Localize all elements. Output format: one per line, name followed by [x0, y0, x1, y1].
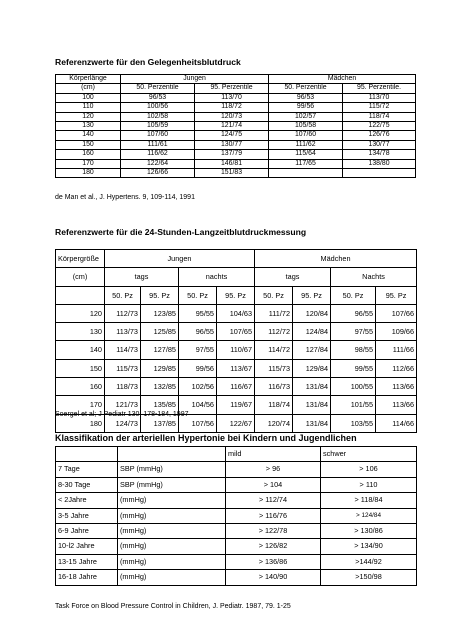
table-cell: 127/85	[141, 341, 179, 359]
table-cell: 112/66	[376, 359, 417, 377]
table-row	[56, 103, 416, 112]
table-cell: 115/72	[343, 103, 416, 112]
table-row	[56, 359, 417, 377]
table-cell: 6-9 Jahre	[56, 524, 118, 539]
table-cell	[269, 169, 343, 178]
table-cell: 111/61	[121, 140, 195, 149]
table-cell: 117/65	[269, 159, 343, 168]
table-cell: 160	[56, 150, 121, 159]
table-cell: (mmHg)	[118, 570, 226, 585]
table-cell: (mmHg)	[118, 493, 226, 508]
table-row	[56, 462, 417, 477]
table-cell: 119/67	[217, 396, 255, 414]
table-row	[56, 122, 416, 131]
header-cell: 50. Perzentile	[269, 84, 343, 93]
table-cell: 107/60	[269, 131, 343, 140]
table-row	[56, 93, 416, 102]
header-cell: 95. Pz	[293, 286, 331, 304]
table-cell: 96/53	[121, 93, 195, 102]
table-cell: > 112/74	[226, 493, 321, 508]
table-cell: 138/80	[343, 159, 416, 168]
table-cell: 104/63	[217, 304, 255, 322]
table-cell: 113/67	[217, 359, 255, 377]
table-cell: (mmHg)	[118, 524, 226, 539]
table-cell: 126/66	[121, 169, 195, 178]
table-cell: 110/67	[217, 341, 255, 359]
table-cell: 13-15 Jahre	[56, 554, 118, 569]
table-cell: 109/66	[376, 323, 417, 341]
table-cell: > 134/90	[321, 539, 417, 554]
table-cell: 116/67	[217, 378, 255, 396]
table-cell: 104/56	[179, 396, 217, 414]
table-cell: 131/84	[293, 414, 331, 432]
header-cell: Jungen	[105, 250, 255, 268]
header-cell: Körpergröße	[56, 250, 105, 268]
table-cell: 151/83	[195, 169, 269, 178]
table-cell: 118/73	[105, 378, 141, 396]
table-cell: >150/98	[321, 570, 417, 585]
table-cell: 118/74	[343, 112, 416, 121]
table-cell: 111/72	[255, 304, 293, 322]
source-citation: Task Force on Blood Pressure Control in Children, J. Pediatr. 1987, 79. 1-25	[55, 603, 291, 610]
table-cell: > 126/82	[226, 539, 321, 554]
table-row	[56, 554, 417, 569]
table-cell: 146/81	[195, 159, 269, 168]
table-row	[56, 169, 416, 178]
table-row	[56, 524, 417, 539]
table-cell: 102/58	[121, 112, 195, 121]
table-cell: SBP (mmHg)	[118, 462, 226, 477]
table-cell: > 130/86	[321, 524, 417, 539]
header-cell: 95. Pz	[376, 286, 417, 304]
header-cell: 50. Perzentile	[121, 84, 195, 93]
table-cell: 129/84	[293, 359, 331, 377]
header-cell: mild	[226, 447, 321, 462]
header-cell: 50. Pz	[255, 286, 293, 304]
table-cell: 140	[56, 341, 105, 359]
table-cell: (mmHg)	[118, 539, 226, 554]
table-cell: 105/59	[121, 122, 195, 131]
table-cell: 150	[56, 140, 121, 149]
header-cell: Nachts	[331, 268, 417, 286]
table-cell: 150	[56, 359, 105, 377]
header-cell: Mädchen	[269, 75, 416, 84]
table-cell: 121/73	[105, 396, 141, 414]
table-header-row	[56, 250, 417, 268]
table-row	[56, 477, 417, 492]
table-cell: 96/53	[269, 93, 343, 102]
table-cell: 120/74	[255, 414, 293, 432]
table-cell: 107/66	[376, 304, 417, 322]
table-header-row	[56, 286, 417, 304]
table-cell: 120/84	[293, 304, 331, 322]
table-cell: 122/64	[121, 159, 195, 168]
table-cell: SBP (mmHg)	[118, 477, 226, 492]
header-cell: tags	[105, 268, 179, 286]
table-cell: 127/84	[293, 341, 331, 359]
table-cell: 113/70	[343, 93, 416, 102]
table-cell: 170	[56, 396, 105, 414]
table-cell: 103/55	[331, 414, 376, 432]
table-cell: 131/84	[293, 396, 331, 414]
header-cell: 50. Pz	[331, 286, 376, 304]
table-row	[56, 539, 417, 554]
table-cell: 105/58	[269, 122, 343, 131]
table-cell: > 118/84	[321, 493, 417, 508]
header-cell: tags	[255, 268, 331, 286]
table-cell: 131/84	[293, 378, 331, 396]
table-hypertonie-klassifikation	[55, 446, 417, 586]
table-cell: 113/70	[195, 93, 269, 102]
table-cell: > 106	[321, 462, 417, 477]
header-cell: Jungen	[121, 75, 269, 84]
table-cell: 120/73	[195, 112, 269, 121]
table-cell: 114/66	[376, 414, 417, 432]
table-row	[56, 140, 416, 149]
header-cell: (cm)	[56, 268, 105, 286]
header-cell	[56, 286, 105, 304]
table-cell: 96/55	[331, 304, 376, 322]
table-cell: 120	[56, 304, 105, 322]
table-cell: 137/79	[195, 150, 269, 159]
table-cell: 118/72	[195, 103, 269, 112]
table-cell: 16-18 Jahre	[56, 570, 118, 585]
table-cell: 99/56	[179, 359, 217, 377]
table-row	[56, 304, 417, 322]
table-cell: 3-5 Jahre	[56, 508, 118, 523]
table-cell: 96/55	[179, 323, 217, 341]
table-row	[56, 159, 416, 168]
table-cell: 110	[56, 103, 121, 112]
table-cell: < 2Jahre	[56, 493, 118, 508]
table-langzeitblutdruck	[55, 249, 417, 433]
header-cell: Mädchen	[255, 250, 417, 268]
table-cell: > 136/86	[226, 554, 321, 569]
header-cell: 95. Perzentile	[195, 84, 269, 93]
table-cell: 111/66	[376, 341, 417, 359]
table-cell: 134/78	[343, 150, 416, 159]
table-cell: 130	[56, 122, 121, 131]
section-title-langzeitblutdruck: Referenzwerte für die 24-Stunden-Langzeitblutdruckmessung	[55, 227, 307, 237]
table-cell: 120	[56, 112, 121, 121]
table-cell: 97/55	[331, 323, 376, 341]
table-cell: 107/65	[217, 323, 255, 341]
table-cell: 111/62	[269, 140, 343, 149]
table-cell: 124/73	[105, 414, 141, 432]
table-cell: (mmHg)	[118, 508, 226, 523]
source-citation: Soergel et al; J Pediatr 130, 178-184, 1997	[55, 411, 189, 418]
table-cell: 132/85	[141, 378, 179, 396]
table-cell: 160	[56, 378, 105, 396]
table-cell: 10-l2 Jahre	[56, 539, 118, 554]
table-cell: 95/55	[179, 304, 217, 322]
table-cell: 112/73	[105, 304, 141, 322]
table-cell: > 104	[226, 477, 321, 492]
table-row	[56, 131, 416, 140]
header-cell: 50. Pz	[105, 286, 141, 304]
table-cell: 100/56	[121, 103, 195, 112]
table-cell: 115/73	[105, 359, 141, 377]
table-cell: 140	[56, 131, 121, 140]
table-cell: > 124/84	[321, 508, 417, 523]
table-cell: 113/66	[376, 378, 417, 396]
table-cell: 113/73	[105, 323, 141, 341]
table-cell: 7 Tage	[56, 462, 118, 477]
table-cell: 100	[56, 93, 121, 102]
table-cell: 180	[56, 414, 105, 432]
source-citation: de Man et al., J. Hypertens. 9, 109-114, 1991	[55, 194, 195, 201]
section-title-klassifikation: Klassifikation der arteriellen Hypertonie bei Kindern und Jugendlichen	[55, 433, 357, 443]
header-cell: 95. Pz	[217, 286, 255, 304]
table-cell: > 140/90	[226, 570, 321, 585]
table-row	[56, 508, 417, 523]
table-cell: 115/64	[269, 150, 343, 159]
table-cell: 135/85	[141, 396, 179, 414]
table-cell: 113/66	[376, 396, 417, 414]
table-gelegenheitsblutdruck	[55, 74, 416, 178]
table-cell: 102/57	[269, 112, 343, 121]
header-cell	[118, 447, 226, 462]
table-cell	[343, 169, 416, 178]
header-cell: Körperlänge	[56, 75, 121, 84]
table-cell: 107/56	[179, 414, 217, 432]
table-cell: 115/73	[255, 359, 293, 377]
table-row	[56, 341, 417, 359]
table-cell: 101/55	[331, 396, 376, 414]
table-cell: 130	[56, 323, 105, 341]
table-cell: 124/84	[293, 323, 331, 341]
table-header-row	[56, 447, 417, 462]
table-row	[56, 570, 417, 585]
table-cell: 99/56	[269, 103, 343, 112]
table-cell: 99/55	[331, 359, 376, 377]
table-cell: >144/92	[321, 554, 417, 569]
table-cell: 130/77	[195, 140, 269, 149]
table-cell: 180	[56, 169, 121, 178]
header-cell: 95. Pz	[141, 286, 179, 304]
table-cell: 8-30 Tage	[56, 477, 118, 492]
header-cell: schwer	[321, 447, 417, 462]
table-row	[56, 150, 416, 159]
table-cell: 121/74	[195, 122, 269, 131]
table-header-row	[56, 268, 417, 286]
table-cell: 118/74	[255, 396, 293, 414]
table-cell: 170	[56, 159, 121, 168]
header-cell: (cm)	[56, 84, 121, 93]
table-row	[56, 378, 417, 396]
table-cell: 122/67	[217, 414, 255, 432]
table-cell: > 110	[321, 477, 417, 492]
header-cell	[56, 447, 118, 462]
table-cell: 125/85	[141, 323, 179, 341]
table-cell: 107/60	[121, 131, 195, 140]
table-cell: 100/55	[331, 378, 376, 396]
header-cell: 50. Pz	[179, 286, 217, 304]
header-cell: 95. Perzentile.	[343, 84, 416, 93]
table-cell: 123/85	[141, 304, 179, 322]
table-cell: > 116/76	[226, 508, 321, 523]
table-row	[56, 112, 416, 121]
table-cell: 97/55	[179, 341, 217, 359]
table-row	[56, 493, 417, 508]
table-cell: > 96	[226, 462, 321, 477]
table-cell: 116/62	[121, 150, 195, 159]
table-header-row	[56, 75, 416, 84]
table-cell: 116/73	[255, 378, 293, 396]
table-cell: 98/55	[331, 341, 376, 359]
table-cell: 126/76	[343, 131, 416, 140]
table-cell: 114/73	[105, 341, 141, 359]
table-cell: 129/85	[141, 359, 179, 377]
table-cell: 137/85	[141, 414, 179, 432]
header-cell: nachts	[179, 268, 255, 286]
table-cell: > 122/78	[226, 524, 321, 539]
table-cell: 130/77	[343, 140, 416, 149]
table-cell: 124/75	[195, 131, 269, 140]
table-row	[56, 323, 417, 341]
section-title-gelegenheitsblutdruck: Referenzwerte für den Gelegenheitsblutdruck	[55, 57, 241, 67]
table-cell: 102/56	[179, 378, 217, 396]
table-cell: (mmHg)	[118, 554, 226, 569]
table-cell: 122/75	[343, 122, 416, 131]
table-cell: 114/72	[255, 341, 293, 359]
table-cell: 112/72	[255, 323, 293, 341]
table-header-row	[56, 84, 416, 93]
